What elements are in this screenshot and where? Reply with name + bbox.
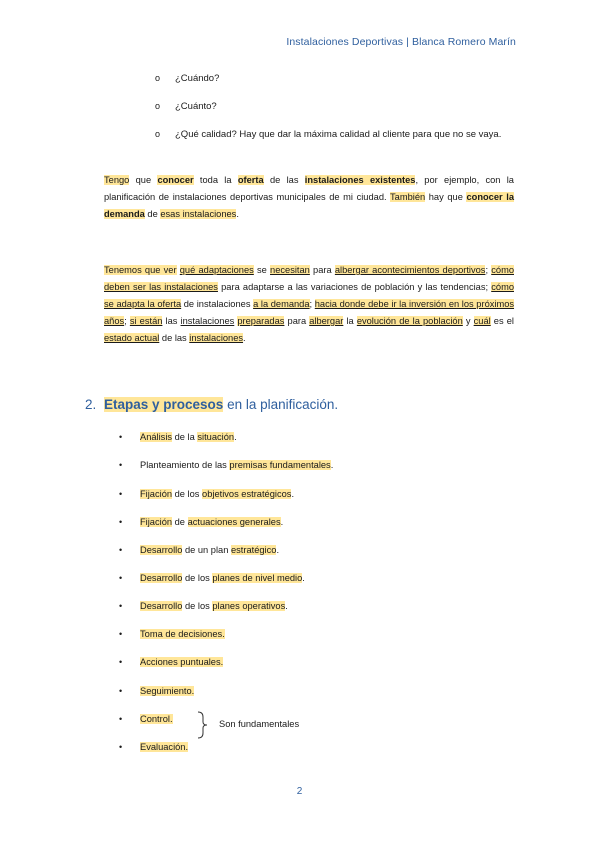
bullet-icon: •	[119, 517, 123, 527]
list-item	[119, 742, 188, 752]
text-run: Desarrollo	[140, 601, 183, 611]
text-run: Desarrollo	[140, 545, 183, 555]
list-item	[119, 601, 288, 611]
text-run: estado actual	[104, 333, 160, 343]
list-item	[119, 714, 173, 724]
bullet-icon: •	[119, 489, 123, 499]
text-run: hacia donde debe ir la inversión en los próximos años	[104, 299, 515, 326]
paragraph-offer-demand	[104, 172, 514, 223]
text-run: de	[172, 517, 188, 527]
list-item	[119, 460, 333, 470]
text-run: Tenemos que ver	[104, 265, 177, 275]
brace-label: Son fundamentales	[219, 719, 300, 729]
paragraph-adaptations	[104, 262, 514, 347]
text-run: evolución de la población	[356, 316, 463, 326]
section-title-highlight: Etapas y procesos	[104, 397, 224, 412]
bullet-icon: •	[119, 601, 123, 611]
brace-icon	[196, 711, 210, 739]
text-run: a la demanda	[253, 299, 310, 309]
text-run: la	[343, 316, 357, 326]
text-run: instalaciones	[189, 333, 244, 343]
bullet-icon: •	[119, 714, 123, 724]
section-number: 2.	[85, 397, 97, 412]
list-item	[155, 73, 219, 84]
text-run: toda la	[193, 175, 238, 185]
text-run: ;	[485, 265, 492, 275]
text-run: necesitan	[270, 265, 310, 275]
list-item-text: ¿Qué calidad? Hay que dar la máxima calidad al cliente para que no se vaya.	[175, 129, 502, 140]
text-run: si están	[129, 316, 163, 326]
text-run: de los	[172, 489, 203, 499]
list-item	[119, 686, 194, 696]
bullet-icon: •	[119, 545, 123, 555]
text-run: para adaptarse a las variaciones de población y las tendencias;	[217, 282, 492, 292]
text-run: estratégico	[230, 545, 277, 555]
bullet-icon: •	[119, 460, 123, 470]
text-run: es el	[490, 316, 514, 326]
page-header: Instalaciones Deportivas | Blanca Romero Marín	[286, 36, 516, 48]
text-run: Tengo	[104, 175, 130, 185]
text-run: Fijación	[140, 517, 173, 527]
bullet-icon: •	[119, 573, 123, 583]
circle-bullet-icon: o	[155, 101, 161, 111]
list-item-text: ¿Cuánto?	[175, 101, 217, 112]
bullet-icon: •	[119, 629, 123, 639]
text-run: albergar acontecimientos deportivos	[334, 265, 486, 275]
text-run: hay que	[425, 192, 467, 202]
text-run: Análisis	[140, 432, 173, 442]
text-run: de las	[263, 175, 305, 185]
circle-bullet-icon: o	[155, 73, 161, 83]
text-run: También	[390, 192, 426, 202]
list-item	[119, 517, 283, 527]
page-number: 2	[296, 786, 303, 797]
section-title-rest: en la planificación.	[223, 397, 339, 412]
text-run: Toma de decisiones.	[140, 629, 225, 639]
list-item	[119, 489, 294, 499]
text-run: Control.	[140, 714, 173, 724]
text-run: .	[285, 601, 288, 611]
text-run: albergar	[309, 316, 344, 326]
list-item	[155, 129, 501, 140]
list-item	[119, 573, 305, 583]
text-run: de las	[159, 333, 190, 343]
text-run: conocer	[157, 175, 194, 185]
text-run: instalaciones	[180, 316, 235, 326]
text-run: qué adaptaciones	[179, 265, 254, 275]
text-run: .	[243, 333, 246, 343]
text-run: , por ejemplo, con la planificación de instalaciones deportivas municipales de mi ciudad.	[104, 175, 514, 202]
text-run: Acciones puntuales.	[140, 657, 224, 667]
text-run: .	[276, 545, 280, 555]
text-run: se	[253, 265, 271, 275]
text-run: de instalaciones	[181, 299, 254, 309]
text-run: que	[129, 175, 158, 185]
text-run: conocer la demanda	[104, 192, 514, 219]
bullet-icon: •	[119, 657, 123, 667]
list-item	[119, 657, 223, 667]
text-run: de la	[172, 432, 198, 442]
text-run: Planteamiento de las	[140, 460, 230, 470]
list-item	[119, 545, 279, 555]
text-run: .	[236, 209, 239, 219]
text-run: cómo deben ser las instalaciones	[104, 265, 514, 292]
text-run: .	[330, 460, 334, 470]
text-run: para	[309, 265, 335, 275]
bullet-icon: •	[119, 742, 123, 752]
text-run: planes operativos	[212, 601, 286, 611]
text-run: Evaluación.	[140, 742, 189, 752]
bullet-icon: •	[119, 432, 123, 442]
text-run: Fijación	[140, 489, 173, 499]
text-run: esas instalaciones	[160, 209, 237, 219]
text-run: de un plan	[182, 545, 231, 555]
text-run: .	[302, 573, 305, 583]
text-run: las	[162, 316, 181, 326]
text-run: actuaciones generales	[187, 517, 281, 527]
text-run: objetivos estratégicos	[202, 489, 292, 499]
bullet-icon: •	[119, 686, 123, 696]
text-run: instalaciones existentes	[304, 175, 416, 185]
text-run: .	[280, 517, 284, 527]
text-run: planes de nivel medio	[212, 573, 303, 583]
text-run: Desarrollo	[140, 573, 183, 583]
text-run: preparadas	[237, 316, 285, 326]
circle-bullet-icon: o	[155, 129, 161, 139]
text-run: Seguimiento.	[140, 686, 195, 696]
list-item	[155, 101, 217, 112]
text-run: de	[144, 209, 161, 219]
list-item-text: ¿Cuándo?	[175, 73, 220, 84]
text-run: cómo se adapta la oferta	[104, 282, 514, 309]
text-run: y	[462, 316, 474, 326]
text-run: situación	[197, 432, 235, 442]
list-item	[119, 432, 237, 442]
text-run: cuál	[473, 316, 491, 326]
text-run: de los	[182, 601, 213, 611]
text-run: .	[291, 489, 295, 499]
text-run: oferta	[237, 175, 264, 185]
text-run: ;	[309, 299, 315, 309]
section-heading	[85, 397, 338, 412]
text-run: para	[284, 316, 310, 326]
text-run: premisas fundamentales	[229, 460, 331, 470]
list-item	[119, 629, 225, 639]
text-run: de los	[182, 573, 213, 583]
text-run: ;	[124, 316, 130, 326]
text-run: .	[234, 432, 237, 442]
